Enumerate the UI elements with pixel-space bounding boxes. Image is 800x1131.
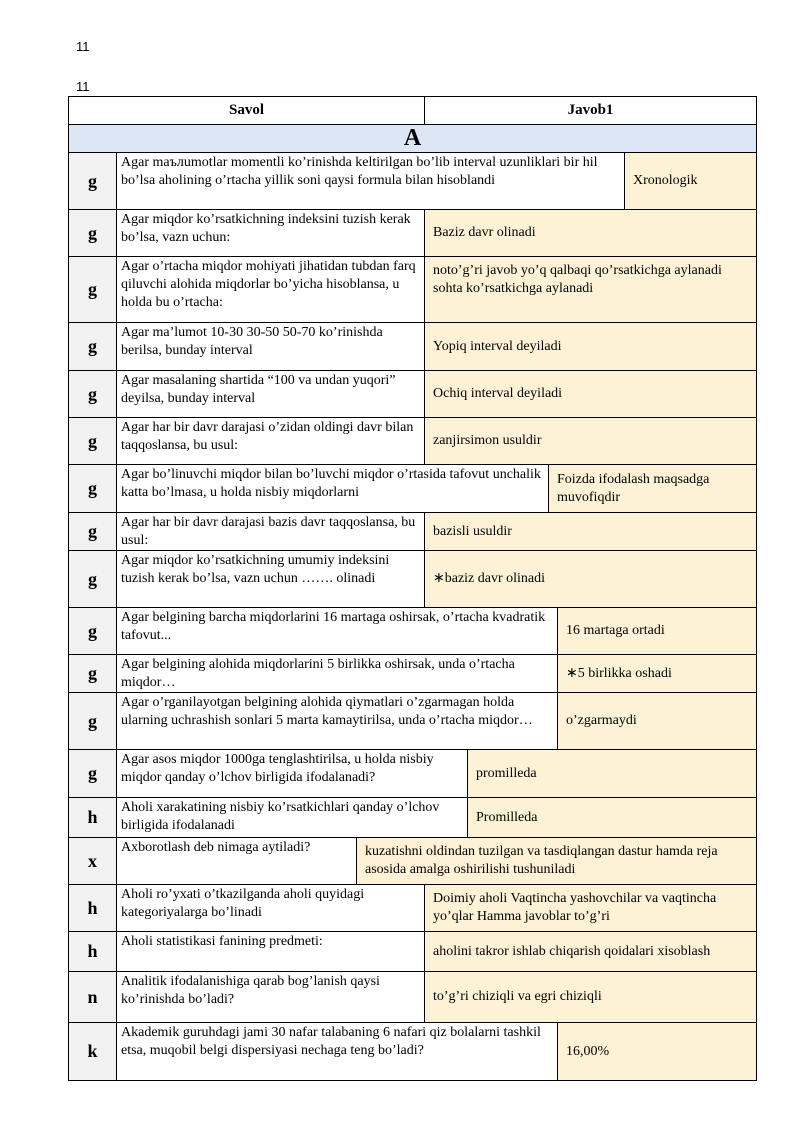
row-question: Aholi xarakatining nisbiy ko’rsatkichlari qanday o’lchov birligida ifodalanadi: [117, 798, 468, 837]
row-answer: ∗5 birlikka oshadi: [558, 655, 756, 692]
row-letter: g: [69, 465, 117, 512]
row-answer: 16,00%: [558, 1023, 756, 1080]
row-letter: g: [69, 655, 117, 692]
row-question: Agar o’rganilayotgan belgining alohida qiymatlari o’zgarmagan holda ularning uchrashish sonlari 5 marta kamaytirilsa, unda o’rtacha miqdor…: [117, 693, 558, 749]
row-answer: aholini takror ishlab chiqarish qoidalari xisoblash: [425, 932, 756, 971]
row-letter: n: [69, 972, 117, 1022]
row-letter: x: [69, 838, 117, 884]
table-row: [69, 693, 756, 750]
table-row: [69, 465, 756, 513]
row-letter: g: [69, 153, 117, 209]
row-question: Agar har bir davr darajasi bazis davr taqqoslansa, bu usul:: [117, 513, 425, 550]
row-letter: g: [69, 750, 117, 797]
table-row: [69, 885, 756, 932]
table-row: [69, 513, 756, 551]
row-letter: k: [69, 1023, 117, 1080]
row-question: Agar asos miqdor 1000ga tenglashtirilsa, u holda nisbiy miqdor qanday o’lchov birligida ifodalanadi?: [117, 750, 468, 797]
question-answer-table: [68, 96, 757, 1081]
row-answer: Xronologik: [625, 153, 756, 209]
row-answer: o’zgarmaydi: [558, 693, 756, 749]
row-letter: g: [69, 257, 117, 322]
row-answer: zanjirsimon usuldir: [425, 418, 756, 464]
row-answer: Ochiq interval deyiladi: [425, 371, 756, 417]
row-answer: Baziz davr olinadi: [425, 210, 756, 256]
section-heading: A: [69, 125, 756, 153]
row-answer: bazisli usuldir: [425, 513, 756, 550]
table-row: [69, 257, 756, 323]
page-number: 11: [76, 79, 90, 94]
row-question: Akademik guruhdagi jami 30 nafar talabaning 6 nafari qiz bolalarni tashkil etsa, muqobil belgi dispersiyasi nechaga teng bo’ladi?: [117, 1023, 558, 1080]
row-answer: noto’g’ri javob yo’q qalbaqi qo’rsatkichga aylanadi sohta ko’rsatkichga aylanadi: [425, 257, 756, 322]
row-question: Agar har bir davr darajasi o’zidan oldingi davr bilan taqqoslansa, bu usul:: [117, 418, 425, 464]
row-question: Agar maълumotlar momentli ko’rinishda keltirilgan bo’lib interval uzunliklari bir hil bo’lsa aholining o’rtacha yillik soni qaysi formula bilan hisoblandi: [117, 153, 625, 209]
row-letter: g: [69, 513, 117, 550]
table-row: [69, 750, 756, 798]
row-question: Agar belgining barcha miqdorlarini 16 martaga oshirsak, o’rtacha kvadratik tafovut...: [117, 608, 558, 654]
row-answer: kuzatishni oldindan tuzilgan va tasdiqlangan dastur hamda reja asosida amalga oshirilishi tushuniladi: [357, 838, 756, 884]
table-row: [69, 153, 756, 210]
table-row: [69, 210, 756, 257]
row-letter: g: [69, 608, 117, 654]
row-question: Analitik ifodalanishiga qarab bog’lanish qaysi ko’rinishda bo’ladi?: [117, 972, 425, 1022]
row-question: Agar ma’lumot 10-30 30-50 50-70 ko’rinishda berilsa, bunday interval: [117, 323, 425, 370]
table-row: [69, 655, 756, 693]
table-row: [69, 418, 756, 465]
row-answer: 16 martaga ortadi: [558, 608, 756, 654]
row-question: Axborotlash deb nimaga aytiladi?: [117, 838, 357, 884]
table-row: [69, 972, 756, 1023]
table-row: [69, 323, 756, 371]
row-answer: ∗baziz davr olinadi: [425, 551, 756, 607]
row-question: Aholi statistikasi fanining predmeti:: [117, 932, 425, 971]
table-row: [69, 838, 756, 885]
row-letter: g: [69, 418, 117, 464]
row-answer: Promilleda: [468, 798, 756, 837]
row-letter: g: [69, 371, 117, 417]
table-row: [69, 551, 756, 608]
table-row: [69, 608, 756, 655]
row-letter: g: [69, 210, 117, 256]
row-question: Agar miqdor ko’rsatkichning indeksini tuzish kerak bo’lsa, vazn uchun:: [117, 210, 425, 256]
row-letter: g: [69, 551, 117, 607]
row-answer: Yopiq interval deyiladi: [425, 323, 756, 370]
page-number-top: 11: [76, 39, 90, 54]
table-header: [69, 97, 756, 125]
header-savol: Savol: [69, 97, 425, 124]
row-answer: Foizda ifodalash maqsadga muvofiqdir: [549, 465, 756, 512]
row-question: Agar belgining alohida miqdorlarini 5 birlikka oshirsak, unda o’rtacha miqdor…: [117, 655, 558, 692]
header-javob: Javob1: [567, 102, 614, 118]
row-question: Agar masalaning shartida “100 va undan yuqori” deyilsa, bunday interval: [117, 371, 425, 417]
row-question: Aholi ro’yxati o’tkazilganda aholi quyidagi kategoriyalarga bo’linadi: [117, 885, 425, 931]
row-letter: g: [69, 323, 117, 370]
table-row: [69, 371, 756, 418]
row-letter: h: [69, 932, 117, 971]
table-row: [69, 932, 756, 972]
row-answer: to’g’ri chiziqli va egri chiziqli: [425, 972, 756, 1022]
row-answer: Doimiy aholi Vaqtincha yashovchilar va vaqtincha yo’qlar Hamma javoblar to’g’ri: [425, 885, 756, 931]
row-question: Agar miqdor ko’rsatkichning umumiy indeksini tuzish kerak bo’lsa, vazn uchun ……. olinadi: [117, 551, 425, 607]
row-letter: h: [69, 885, 117, 931]
table-row: [69, 1023, 756, 1080]
row-letter: g: [69, 693, 117, 749]
table-row: [69, 798, 756, 838]
row-question: Agar o’rtacha miqdor mohiyati jihatidan tubdan farq qiluvchi alohida miqdorlar bo’yicha hisoblansa, u holda bu o’rtacha:: [117, 257, 425, 322]
row-answer: promilleda: [468, 750, 756, 797]
row-letter: h: [69, 798, 117, 837]
row-question: Agar bo’linuvchi miqdor bilan bo’luvchi miqdor o’rtasida tafovut unchalik katta bo’lmasa, u holda nisbiy miqdorlarni: [117, 465, 549, 512]
